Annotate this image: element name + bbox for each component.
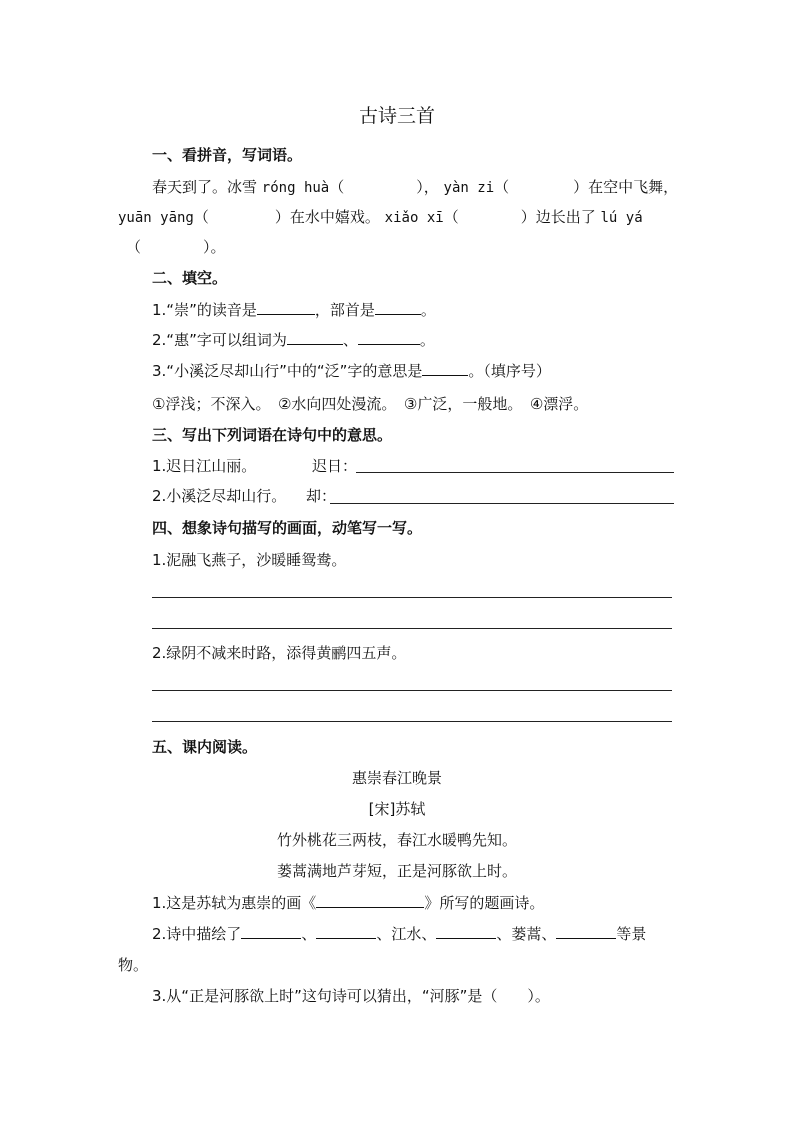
meaning-q1-label: 迟日： <box>312 457 358 475</box>
answer-blank[interactable] <box>287 330 343 345</box>
section1-line1 <box>152 177 678 198</box>
meaning-q1: 1.迟日江山丽。 <box>152 457 257 475</box>
answer-blank[interactable] <box>436 924 496 939</box>
paren-open: （ <box>126 238 142 256</box>
section5-heading: 五、课内阅读。 <box>152 738 258 756</box>
paren-open: （ <box>494 178 510 196</box>
fill-q1 <box>152 300 436 320</box>
reading-q1 <box>152 893 544 913</box>
answer-line[interactable] <box>356 472 674 473</box>
meaning-q2: 2.小溪泛尽却山行。 <box>152 487 287 505</box>
reading-q2 <box>152 924 646 944</box>
answer-blank[interactable] <box>257 300 315 315</box>
section1-line3 <box>126 237 226 257</box>
section1-heading: 一、看拼音，写词语。 <box>152 146 303 164</box>
poem-title: 惠崇春江晚景 <box>351 769 442 787</box>
answer-line[interactable] <box>330 503 674 504</box>
q2-text4: 等景 <box>616 925 647 943</box>
q1-text: 1.这是苏轼为惠崇的画《 <box>152 894 317 912</box>
paren-close: ）在水中嬉戏。 <box>274 208 380 226</box>
answer-blank[interactable] <box>241 924 301 939</box>
poem-line-2: 蒌蒿满地芦芽短，正是河豚欲上时。 <box>276 862 517 880</box>
paren-close: ）， <box>416 178 439 196</box>
fill-q2 <box>152 330 435 350</box>
q1-end: 。 <box>420 301 436 319</box>
q2-sep: 、 <box>342 331 358 349</box>
answer-blank[interactable] <box>316 893 424 908</box>
meaning-q2-label: 却： <box>306 487 337 505</box>
section1-line2 <box>118 207 643 228</box>
text: 春天到了。冰雪 <box>152 178 258 196</box>
pinyin-ronghua: róng huà <box>261 180 330 196</box>
q1-text: 1.“崇”的读音是 <box>152 301 257 319</box>
pinyin-luya: lú yá <box>600 210 643 226</box>
answer-blank[interactable] <box>556 924 616 939</box>
paren-close: ）边长出了 <box>520 208 596 226</box>
writing-line[interactable] <box>152 628 672 629</box>
q2-text2: 、江水、 <box>376 925 437 943</box>
paren-close: ）。 <box>203 238 226 256</box>
fill-q3 <box>152 361 551 381</box>
fill-q3-options: ①浮浅；不深入。 ②水向四处漫流。 ③广泛，一般地。 ④漂浮。 <box>152 395 589 413</box>
section2-heading: 二、填空。 <box>152 269 228 287</box>
paren-close: ）在空中飞舞， <box>573 178 679 196</box>
poem-line-1: 竹外桃花三两枝，春江水暖鸭先知。 <box>276 831 517 849</box>
answer-blank[interactable] <box>316 924 376 939</box>
page-title: 古诗三首 <box>358 105 435 127</box>
pinyin-yuanyang: yuān yāng <box>118 210 194 226</box>
reading-q3: 3.从“正是河豚欲上时”这句诗可以猜出，“河豚”是（ ）。 <box>152 987 550 1005</box>
q3-end: 。（填序号） <box>468 362 551 380</box>
section3-heading: 三、写出下列词语在诗句中的意思。 <box>152 426 393 444</box>
answer-blank[interactable] <box>358 330 420 345</box>
pinyin-yanzi: yàn zi <box>443 180 495 196</box>
paren-open: （ <box>193 208 209 226</box>
imagine-q2: 2.绿阴不减来时路，添得黄鹂四五声。 <box>152 644 407 662</box>
writing-line[interactable] <box>152 721 672 722</box>
paren-open: （ <box>329 178 345 196</box>
answer-blank[interactable] <box>422 361 468 376</box>
q1-end: 》所写的题画诗。 <box>424 894 545 912</box>
q2-sep: 、 <box>301 925 317 943</box>
q3-text: 3.“小溪泛尽却山行”中的“泛”字的意思是 <box>152 362 423 380</box>
imagine-q1: 1.泥融飞燕子，沙暖睡鸳鸯。 <box>152 551 347 569</box>
q2-end: 。 <box>419 331 435 349</box>
writing-line[interactable] <box>152 597 672 598</box>
q2-text: 2.“惠”字可以组词为 <box>152 331 287 349</box>
paren-open: （ <box>443 208 459 226</box>
q2-text3: 、蒌蒿、 <box>496 925 557 943</box>
pinyin-xiaoxi: xiǎo xī <box>384 210 444 226</box>
reading-q2-cont: 物。 <box>118 956 149 974</box>
answer-blank[interactable] <box>375 300 421 315</box>
poem-author: [宋]苏轼 <box>368 800 426 818</box>
section4-heading: 四、想象诗句描写的画面，动笔写一写。 <box>152 519 423 537</box>
q2-text: 2.诗中描绘了 <box>152 925 242 943</box>
writing-line[interactable] <box>152 690 672 691</box>
q1-text2: ，部首是 <box>314 301 375 319</box>
